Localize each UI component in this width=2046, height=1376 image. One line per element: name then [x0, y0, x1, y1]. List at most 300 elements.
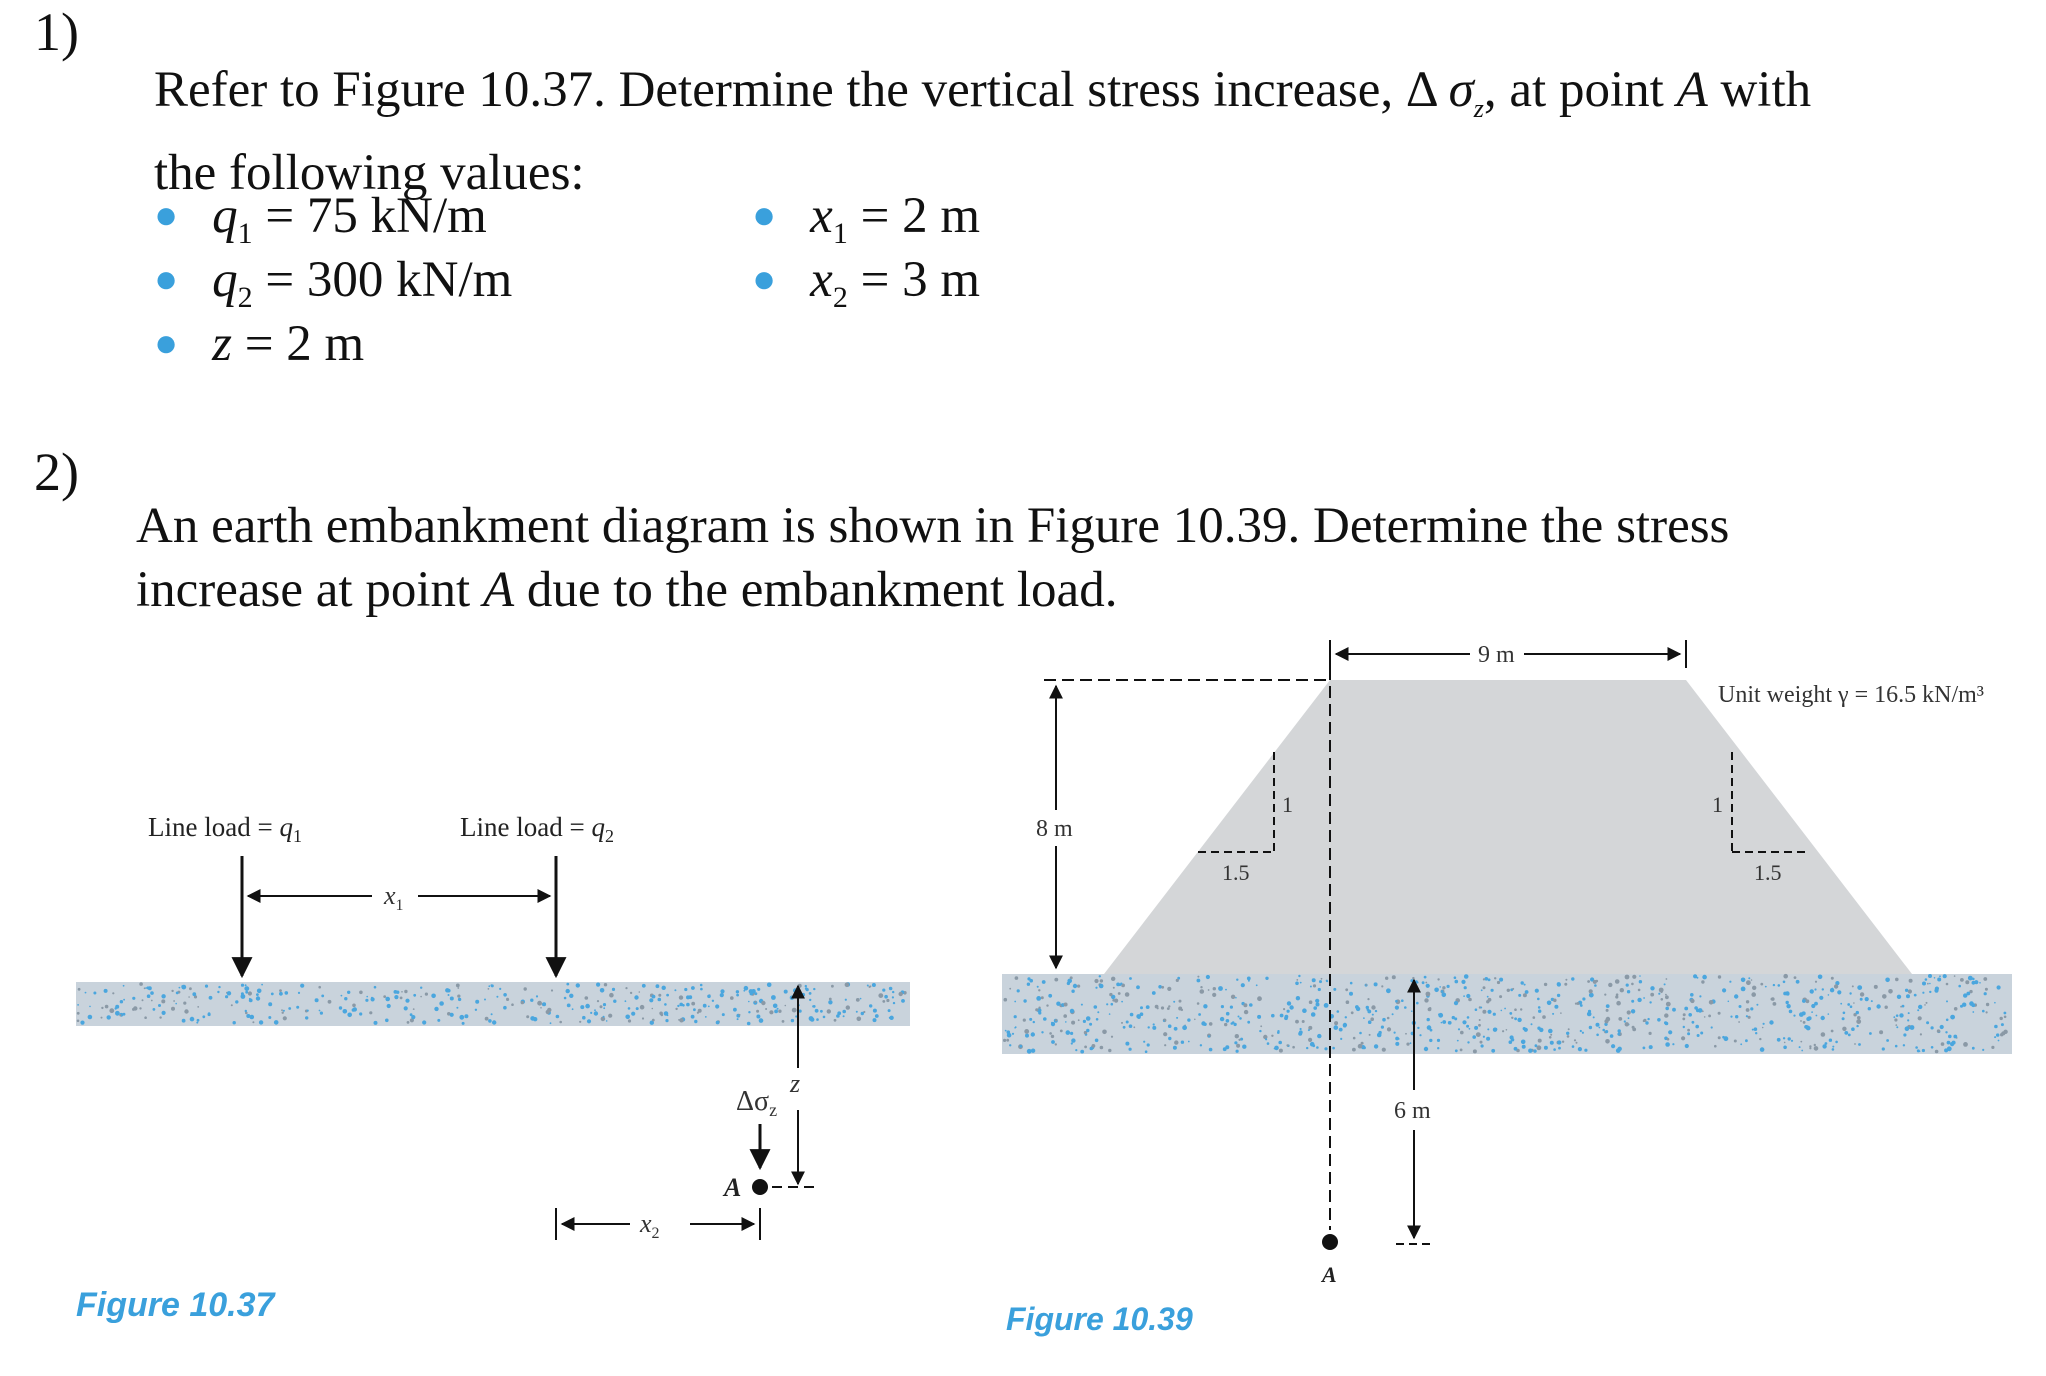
soil-speck	[1514, 1017, 1517, 1020]
soil-speck	[893, 1002, 895, 1004]
soil-speck	[1200, 986, 1202, 988]
soil-speck	[1203, 1004, 1207, 1008]
soil-speck	[1051, 1035, 1054, 1038]
soil-speck	[1752, 1029, 1754, 1031]
slope-right-v-label: 1	[1712, 792, 1723, 817]
soil-speck	[715, 1004, 719, 1008]
soil-speck	[347, 991, 350, 994]
soil-speck	[1900, 1006, 1902, 1008]
soil-speck	[93, 992, 96, 995]
soil-speck	[413, 1008, 415, 1010]
soil-speck	[365, 999, 368, 1002]
soil-speck	[1879, 1030, 1883, 1034]
soil-speck	[1200, 989, 1205, 994]
soil-speck	[1424, 976, 1427, 979]
soil-speck	[1639, 980, 1642, 983]
soil-speck	[1480, 1041, 1483, 1044]
soil-speck	[144, 1016, 147, 1019]
soil-speck	[171, 990, 173, 992]
soil-speck	[1089, 1023, 1092, 1026]
embankment-shape	[1104, 680, 1912, 974]
soil-speck	[1300, 982, 1302, 984]
soil-speck	[1003, 1039, 1006, 1042]
soil-speck	[889, 987, 893, 991]
soil-speck	[1111, 1003, 1114, 1006]
soil-speck	[1840, 1003, 1842, 1005]
soil-speck	[1886, 1039, 1889, 1042]
soil-speck	[77, 1020, 80, 1023]
soil-speck	[878, 993, 883, 998]
soil-speck	[639, 991, 641, 993]
soil-speck	[1750, 1007, 1753, 1010]
soil-speck	[634, 995, 638, 999]
soil-speck	[778, 1010, 781, 1013]
soil-speck	[1426, 984, 1430, 988]
soil-speck	[1337, 1010, 1340, 1013]
soil-speck	[1249, 1003, 1253, 1007]
soil-speck	[720, 989, 724, 993]
soil-speck	[1265, 977, 1268, 980]
soil-speck	[318, 986, 321, 989]
soil-speck	[1599, 1027, 1601, 1029]
soil-speck	[1313, 984, 1316, 987]
soil-speck	[1800, 1041, 1802, 1043]
soil-speck	[613, 1000, 616, 1003]
soil-speck	[458, 998, 461, 1001]
soil-speck	[161, 994, 165, 998]
soil-speck	[1571, 977, 1574, 980]
soil-speck	[536, 995, 538, 997]
soil-speck	[1853, 1002, 1855, 1004]
soil-speck	[445, 988, 449, 992]
soil-speck	[1692, 1021, 1695, 1024]
soil-speck	[1123, 1026, 1126, 1029]
soil-speck	[1027, 1049, 1032, 1054]
soil-speck	[1831, 1030, 1834, 1033]
soil-speck	[1238, 1039, 1240, 1041]
soil-speck	[1574, 1039, 1576, 1041]
soil-speck	[748, 1001, 750, 1003]
soil-speck	[1070, 1009, 1074, 1013]
soil-speck	[1589, 1026, 1592, 1029]
soil-speck	[457, 987, 459, 989]
soil-speck	[1899, 1013, 1903, 1017]
soil-speck	[407, 1021, 410, 1024]
soil-speck	[123, 1013, 126, 1016]
soil-speck	[1012, 1033, 1014, 1035]
soil-speck	[1462, 1020, 1466, 1024]
soil-speck	[1620, 988, 1624, 992]
soil-speck	[1856, 1019, 1861, 1024]
soil-speck	[1965, 980, 1969, 984]
soil-speck	[679, 1018, 683, 1022]
soil-speck	[873, 1018, 877, 1022]
soil-speck	[1226, 1012, 1230, 1016]
soil-speck	[1907, 1019, 1909, 1021]
soil-speck	[1908, 989, 1912, 993]
soil-speck	[231, 1004, 233, 1006]
soil-speck	[1321, 978, 1323, 980]
soil-speck	[761, 1001, 765, 1005]
soil-speck	[1071, 990, 1074, 993]
soil-speck	[328, 1000, 332, 1004]
soil-speck	[1140, 1012, 1144, 1016]
soil-speck	[823, 1016, 826, 1019]
soil-speck	[1702, 1010, 1704, 1012]
soil-speck	[1155, 1005, 1159, 1009]
soil-speck	[104, 989, 108, 993]
soil-speck	[1783, 974, 1788, 979]
soil-speck	[1783, 981, 1786, 984]
soil-speck	[1615, 979, 1620, 984]
soil-speck	[1080, 1050, 1084, 1054]
soil-speck	[1672, 1008, 1676, 1012]
soil-speck	[484, 999, 486, 1001]
soil-speck	[642, 984, 646, 988]
soil-speck	[1998, 1040, 2000, 1042]
soil-speck	[1054, 978, 1058, 982]
soil-speck	[1395, 1006, 1399, 1010]
soil-speck	[707, 995, 711, 999]
soil-speck	[1310, 1042, 1315, 1047]
soil-speck	[1055, 1043, 1057, 1045]
soil-speck	[77, 1004, 79, 1006]
soil-speck	[1643, 1019, 1646, 1022]
soil-speck	[196, 1022, 198, 1024]
soil-speck	[1625, 975, 1630, 980]
soil-speck	[1852, 985, 1854, 987]
soil-speck	[625, 1000, 627, 1002]
soil-speck	[2000, 1017, 2003, 1020]
soil-speck	[1176, 1017, 1178, 1019]
soil-speck	[1398, 1038, 1400, 1040]
soil-speck	[769, 1010, 773, 1014]
soil-speck	[1277, 1030, 1279, 1032]
soil-speck	[1926, 1021, 1929, 1024]
soil-speck	[413, 994, 416, 997]
soil-speck	[1694, 1006, 1698, 1010]
soil-speck	[873, 1009, 877, 1013]
soil-speck	[1271, 1035, 1273, 1037]
question-2-number: 2)	[34, 442, 79, 502]
soil-speck	[123, 985, 125, 987]
soil-speck	[872, 983, 876, 987]
soil-speck	[1718, 1036, 1721, 1039]
soil-speck	[1922, 992, 1924, 994]
soil-speck	[777, 1008, 779, 1010]
soil-speck	[1972, 1047, 1975, 1050]
soil-speck	[1494, 977, 1496, 979]
soil-speck	[1248, 980, 1250, 982]
soil-speck	[1081, 1004, 1083, 1006]
soil-speck	[566, 989, 570, 993]
soil-speck	[1783, 1046, 1787, 1050]
soil-speck	[439, 1001, 444, 1006]
soil-speck	[1746, 1008, 1750, 1012]
soil-speck	[1343, 1023, 1347, 1027]
soil-speck	[1664, 1021, 1667, 1024]
soil-speck	[1129, 977, 1132, 980]
soil-speck	[1368, 1020, 1372, 1024]
soil-speck	[279, 992, 283, 996]
soil-speck	[1394, 1032, 1396, 1034]
soil-speck	[1488, 978, 1491, 981]
soil-speck	[1854, 1043, 1856, 1045]
soil-speck	[181, 985, 186, 990]
figure-10-37	[76, 812, 910, 1324]
soil-speck	[1512, 988, 1514, 990]
soil-speck	[1688, 1013, 1692, 1017]
soil-speck	[1684, 1007, 1688, 1011]
soil-speck	[1310, 986, 1312, 988]
soil-speck	[1332, 1047, 1335, 1050]
soil-speck	[1239, 1017, 1242, 1020]
soil-speck	[1618, 1029, 1621, 1032]
soil-speck	[300, 984, 304, 988]
soil-speck	[773, 1004, 778, 1009]
soil-speck	[1857, 1016, 1861, 1020]
soil-speck	[369, 1011, 372, 1014]
soil-speck	[1005, 1030, 1007, 1032]
soil-speck	[1589, 989, 1593, 993]
bullet-dot: ●	[154, 256, 179, 301]
soil-speck	[1280, 1014, 1284, 1018]
soil-speck	[1542, 1015, 1546, 1019]
soil-speck	[1077, 985, 1080, 988]
soil-speck	[1896, 1014, 1899, 1017]
soil-speck	[252, 1021, 254, 1023]
soil-speck	[1664, 1013, 1668, 1017]
soil-speck	[1756, 1004, 1758, 1006]
soil-speck	[115, 1005, 119, 1009]
soil-speck	[1856, 1025, 1858, 1027]
soil-speck	[1657, 1018, 1661, 1022]
soil-speck	[1235, 1034, 1239, 1038]
soil-speck	[1014, 1015, 1017, 1018]
soil-speck	[1885, 978, 1890, 983]
soil-speck	[1218, 986, 1223, 991]
soil-speck	[1466, 1025, 1469, 1028]
soil-speck	[1244, 1010, 1248, 1014]
soil-speck	[1584, 1049, 1587, 1052]
soil-speck	[1821, 1032, 1826, 1037]
soil-speck	[1685, 1044, 1689, 1048]
soil-speck	[1392, 1013, 1394, 1015]
soil-speck	[1796, 980, 1800, 984]
soil-speck	[652, 995, 656, 999]
soil-speck	[720, 993, 724, 997]
soil-speck	[1006, 1039, 1009, 1042]
soil-speck	[730, 996, 734, 1000]
soil-speck	[1381, 985, 1383, 987]
soil-speck	[281, 1009, 283, 1011]
soil-speck	[1455, 1049, 1458, 1052]
soil-speck	[1535, 1044, 1538, 1047]
soil-speck	[1690, 993, 1694, 997]
soil-speck	[491, 984, 494, 987]
soil-speck	[319, 1010, 321, 1012]
soil-speck	[1699, 995, 1701, 997]
soil-speck	[530, 999, 533, 1002]
soil-speck	[567, 1004, 571, 1008]
soil-speck	[1738, 1021, 1740, 1023]
soil-speck	[1441, 1022, 1443, 1024]
soil-speck	[1483, 1036, 1485, 1038]
soil-speck	[739, 1014, 741, 1016]
soil-speck	[1194, 1019, 1196, 1021]
soil-speck	[569, 994, 573, 998]
soil-speck	[1197, 979, 1201, 983]
soil-speck	[1167, 987, 1171, 991]
soil-speck	[209, 996, 213, 1000]
soil-speck	[394, 990, 398, 994]
soil-speck	[1996, 1033, 1999, 1036]
soil-speck	[765, 1008, 767, 1010]
soil-speck	[791, 1019, 794, 1022]
soil-speck	[1113, 987, 1115, 989]
soil-speck	[1800, 1020, 1802, 1022]
soil-speck	[1718, 1012, 1721, 1015]
soil-speck	[712, 1000, 714, 1002]
soil-speck	[1511, 1038, 1514, 1041]
soil-speck	[1116, 983, 1120, 987]
soil-speck	[109, 1008, 114, 1013]
soil-speck	[600, 1005, 603, 1008]
x2-label: $x_2$	[640, 1209, 660, 1242]
soil-speck	[1066, 1030, 1071, 1035]
soil-speck	[283, 1016, 287, 1020]
soil-speck	[1031, 1049, 1035, 1053]
soil-speck	[1120, 983, 1122, 985]
soil-speck	[462, 1022, 465, 1025]
soil-speck	[1868, 1007, 1871, 1010]
soil-speck	[1371, 1005, 1375, 1009]
soil-speck	[112, 992, 114, 994]
soil-speck	[1038, 1007, 1040, 1009]
soil-speck	[1608, 983, 1612, 987]
soil-speck	[1784, 1042, 1786, 1044]
soil-speck	[652, 1019, 655, 1022]
soil-speck	[1869, 1032, 1872, 1035]
soil-speck	[1181, 1009, 1183, 1011]
soil-speck	[1007, 1033, 1012, 1038]
soil-speck	[1765, 986, 1767, 988]
soil-speck	[884, 995, 888, 999]
soil-speck	[1295, 982, 1299, 986]
soil-speck	[1100, 1046, 1104, 1050]
soil-speck	[1048, 994, 1052, 998]
soil-speck	[1986, 1003, 1989, 1006]
soil-speck	[1874, 985, 1878, 989]
soil-speck	[829, 998, 832, 1001]
soil-speck	[1940, 1025, 1944, 1029]
soil-speck	[625, 1015, 630, 1020]
soil-speck	[834, 1019, 837, 1022]
soil-speck	[359, 1012, 362, 1015]
soil-speck	[1382, 1048, 1386, 1052]
soil-speck	[1850, 1005, 1853, 1008]
soil-speck	[142, 999, 144, 1001]
soil-speck	[759, 1018, 764, 1023]
soil-speck	[1334, 1021, 1338, 1025]
soil-speck	[1349, 992, 1353, 996]
soil-speck	[1424, 998, 1428, 1002]
soil-speck	[1312, 978, 1316, 982]
soil-speck	[1538, 1010, 1541, 1013]
soil-speck	[667, 1014, 669, 1016]
question-1-line-2: the following values:	[154, 145, 585, 202]
soil-speck	[401, 991, 403, 993]
bullet-dot: ●	[752, 256, 777, 301]
soil-speck	[1502, 1030, 1504, 1032]
soil-speck	[1491, 989, 1494, 992]
soil-speck	[1926, 1002, 1928, 1004]
soil-speck	[1481, 1044, 1484, 1047]
soil-speck	[464, 1014, 468, 1018]
soil-speck	[420, 996, 422, 998]
soil-speck	[1665, 995, 1669, 999]
soil-speck	[756, 1015, 760, 1019]
soil-speck	[1231, 995, 1235, 999]
soil-speck	[285, 991, 289, 995]
soil-speck	[261, 984, 263, 986]
soil-speck	[1982, 1010, 1985, 1013]
soil-speck	[492, 1020, 496, 1024]
soil-speck	[1071, 1038, 1075, 1042]
soil-speck	[1351, 1011, 1354, 1014]
soil-speck	[579, 1021, 581, 1023]
soil-speck	[1939, 975, 1941, 977]
soil-speck	[1095, 987, 1097, 989]
soil-speck	[1480, 1007, 1482, 1009]
soil-speck	[1094, 1005, 1098, 1009]
soil-speck	[705, 1016, 707, 1018]
soil-speck	[1286, 1044, 1288, 1046]
soil-speck	[662, 986, 666, 990]
soil-speck	[580, 1005, 584, 1009]
soil-speck	[1296, 979, 1298, 981]
soil-speck	[1566, 1032, 1569, 1035]
soil-speck	[1828, 1013, 1830, 1015]
soil-speck	[1274, 1046, 1279, 1051]
soil-speck	[1395, 1042, 1399, 1046]
soil-speck	[144, 987, 146, 989]
soil-speck	[1632, 1028, 1636, 1032]
soil-speck	[352, 1008, 356, 1012]
soil-speck	[1224, 1023, 1227, 1026]
soil-speck	[744, 986, 749, 991]
soil-speck	[1587, 1012, 1592, 1017]
soil-speck	[1463, 995, 1465, 997]
soil-speck	[176, 992, 179, 995]
soil-speck	[1412, 977, 1414, 979]
soil-speck	[1491, 1049, 1495, 1053]
height-label: 8 m	[1036, 816, 1073, 842]
line-load-2-label: Line load = $q_2$	[460, 812, 614, 846]
soil-speck	[1174, 1027, 1178, 1031]
soil-speck	[1666, 978, 1668, 980]
soil-speck	[827, 1009, 831, 1013]
soil-speck	[1830, 988, 1834, 992]
soil-speck	[385, 997, 390, 1002]
soil-speck	[1888, 989, 1893, 994]
soil-speck	[1966, 992, 1970, 996]
soil-speck	[813, 988, 815, 990]
soil-speck	[1181, 1041, 1184, 1044]
soil-speck	[450, 997, 454, 1001]
soil-speck	[1073, 984, 1077, 988]
soil-speck	[101, 1017, 103, 1019]
